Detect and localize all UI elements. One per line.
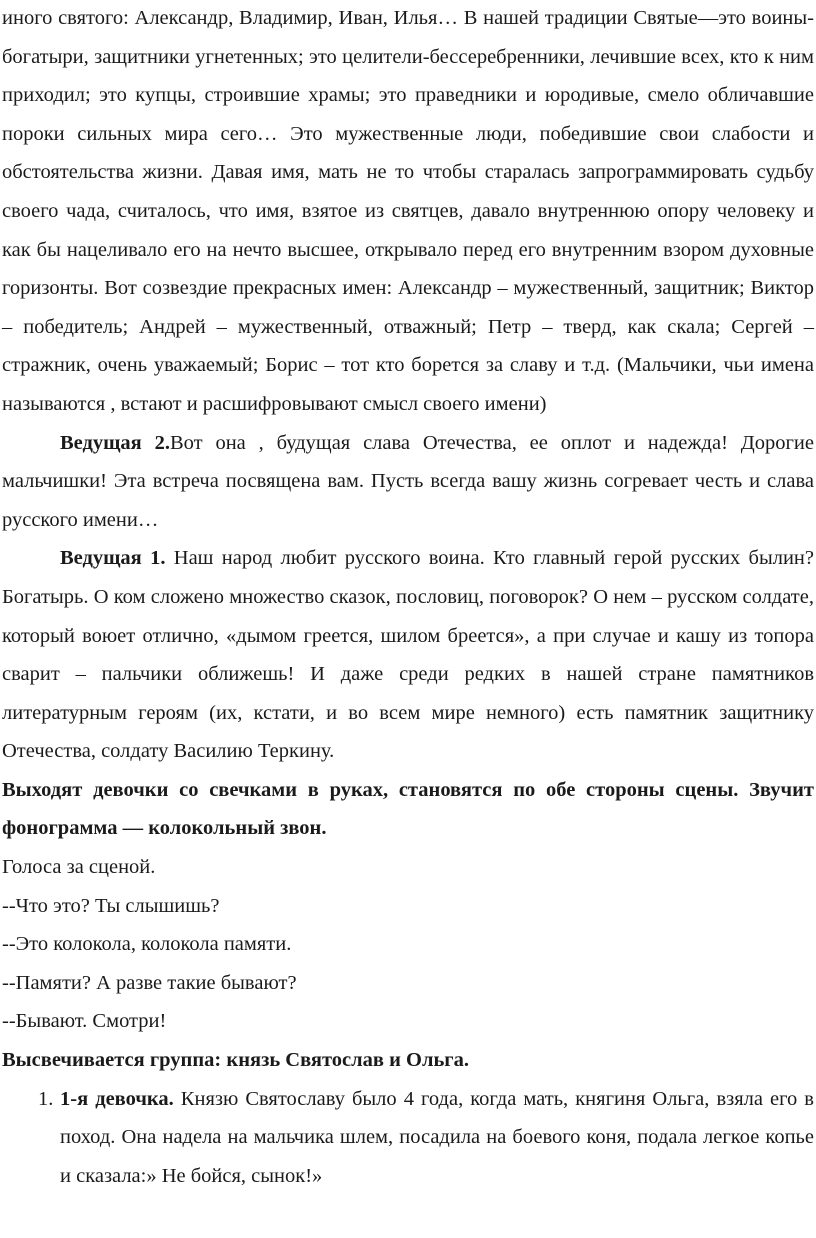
list-number: 1. bbox=[38, 1087, 54, 1110]
speaker-text: Вот она , будущая слава Отечества, ее оплот и надежда! Дорогие мальчишки! Эта встреча посвящена вам. Пусть всегда вашу жизнь согревает честь и слава русского имени… bbox=[2, 431, 814, 531]
paragraph-presenter-2 bbox=[2, 424, 814, 540]
stage-direction-svyatoslav: Высвечивается группа: князь Святослав и Ольга. bbox=[2, 1049, 469, 1072]
dialogue-line: --Памяти? А разве такие бывают? bbox=[2, 971, 297, 994]
dialogue-line: --Что это? Ты слышишь? bbox=[2, 894, 220, 917]
list-item-body bbox=[60, 1080, 814, 1196]
dialogue-line: --Это колокола, колокола памяти. bbox=[2, 933, 292, 956]
speaker-text: Наш народ любит русского воина. Кто главный герой русских былин? Богатырь. О ком сложено множество сказок, пословиц, поговорок? О нем – русском солдате, который воюет отлично, «дымом греется, шилом бреется», а при случае и кашу из топора сварит – пальчики оближешь! И даже среди редких в нашей стране памятников литературным героям (их, кстати, и во всем мире немного) есть памятник защитнику Отечества, солдату Василию Теркину. bbox=[2, 547, 814, 763]
speaker-label: Ведущая 2. bbox=[60, 431, 170, 454]
dialogue-line: --Бывают. Смотри! bbox=[2, 1010, 167, 1033]
speaker-label: 1-я девочка. bbox=[60, 1087, 174, 1110]
paragraph-saints-names: иного святого: Александр, Владимир, Иван, Илья… В нашей традиции Святые—это воины-богатыри, защитники угнетенных; это целители-бессеребренники, лечившие всех, кто к ним приходил; это купцы, строившие храмы; это праведники и юродивые, смело обличавшие пороки сильных мира сего… Это мужественные люди, победившие свои слабости и обстоятельства жизни. Давая имя, мать не то чтобы старалась запрограммировать судьбу своего чада, считалось, что имя, взятое из святцев, давало внутреннюю опору человеку и как бы нацеливало его на нечто высшее, открывало перед его внутренним взором духовные горизонты. Вот созвездие прекрасных имен: Александр – мужественный, защитник; Виктор – победитель; Андрей – мужественный, отважный; Петр – тверд, как скала; Сергей – стражник, очень уважаемый; Борис – тот кто борется за славу и т.д. (Мальчики, чьи имена называются , встают и расшифровывают смысл своего имени) bbox=[2, 7, 814, 415]
stage-direction-candles: Выходят девочки со свечками в руках, становятся по обе стороны сцены. Звучит фонограмма — колокольный звон. bbox=[2, 778, 814, 840]
speaker-label: Ведущая 1. bbox=[60, 547, 166, 570]
numbered-list-item bbox=[2, 1080, 814, 1196]
voices-intro: Голоса за сценой. bbox=[2, 856, 156, 879]
paragraph-presenter-1 bbox=[2, 539, 814, 771]
speaker-text: Князю Святославу было 4 года, когда мать, княгиня Ольга, взяла его в поход. Она надела на мальчика шлем, посадила на боевого коня, подала легкое копье и сказала:» Не бойся, сынок!» bbox=[60, 1087, 814, 1187]
